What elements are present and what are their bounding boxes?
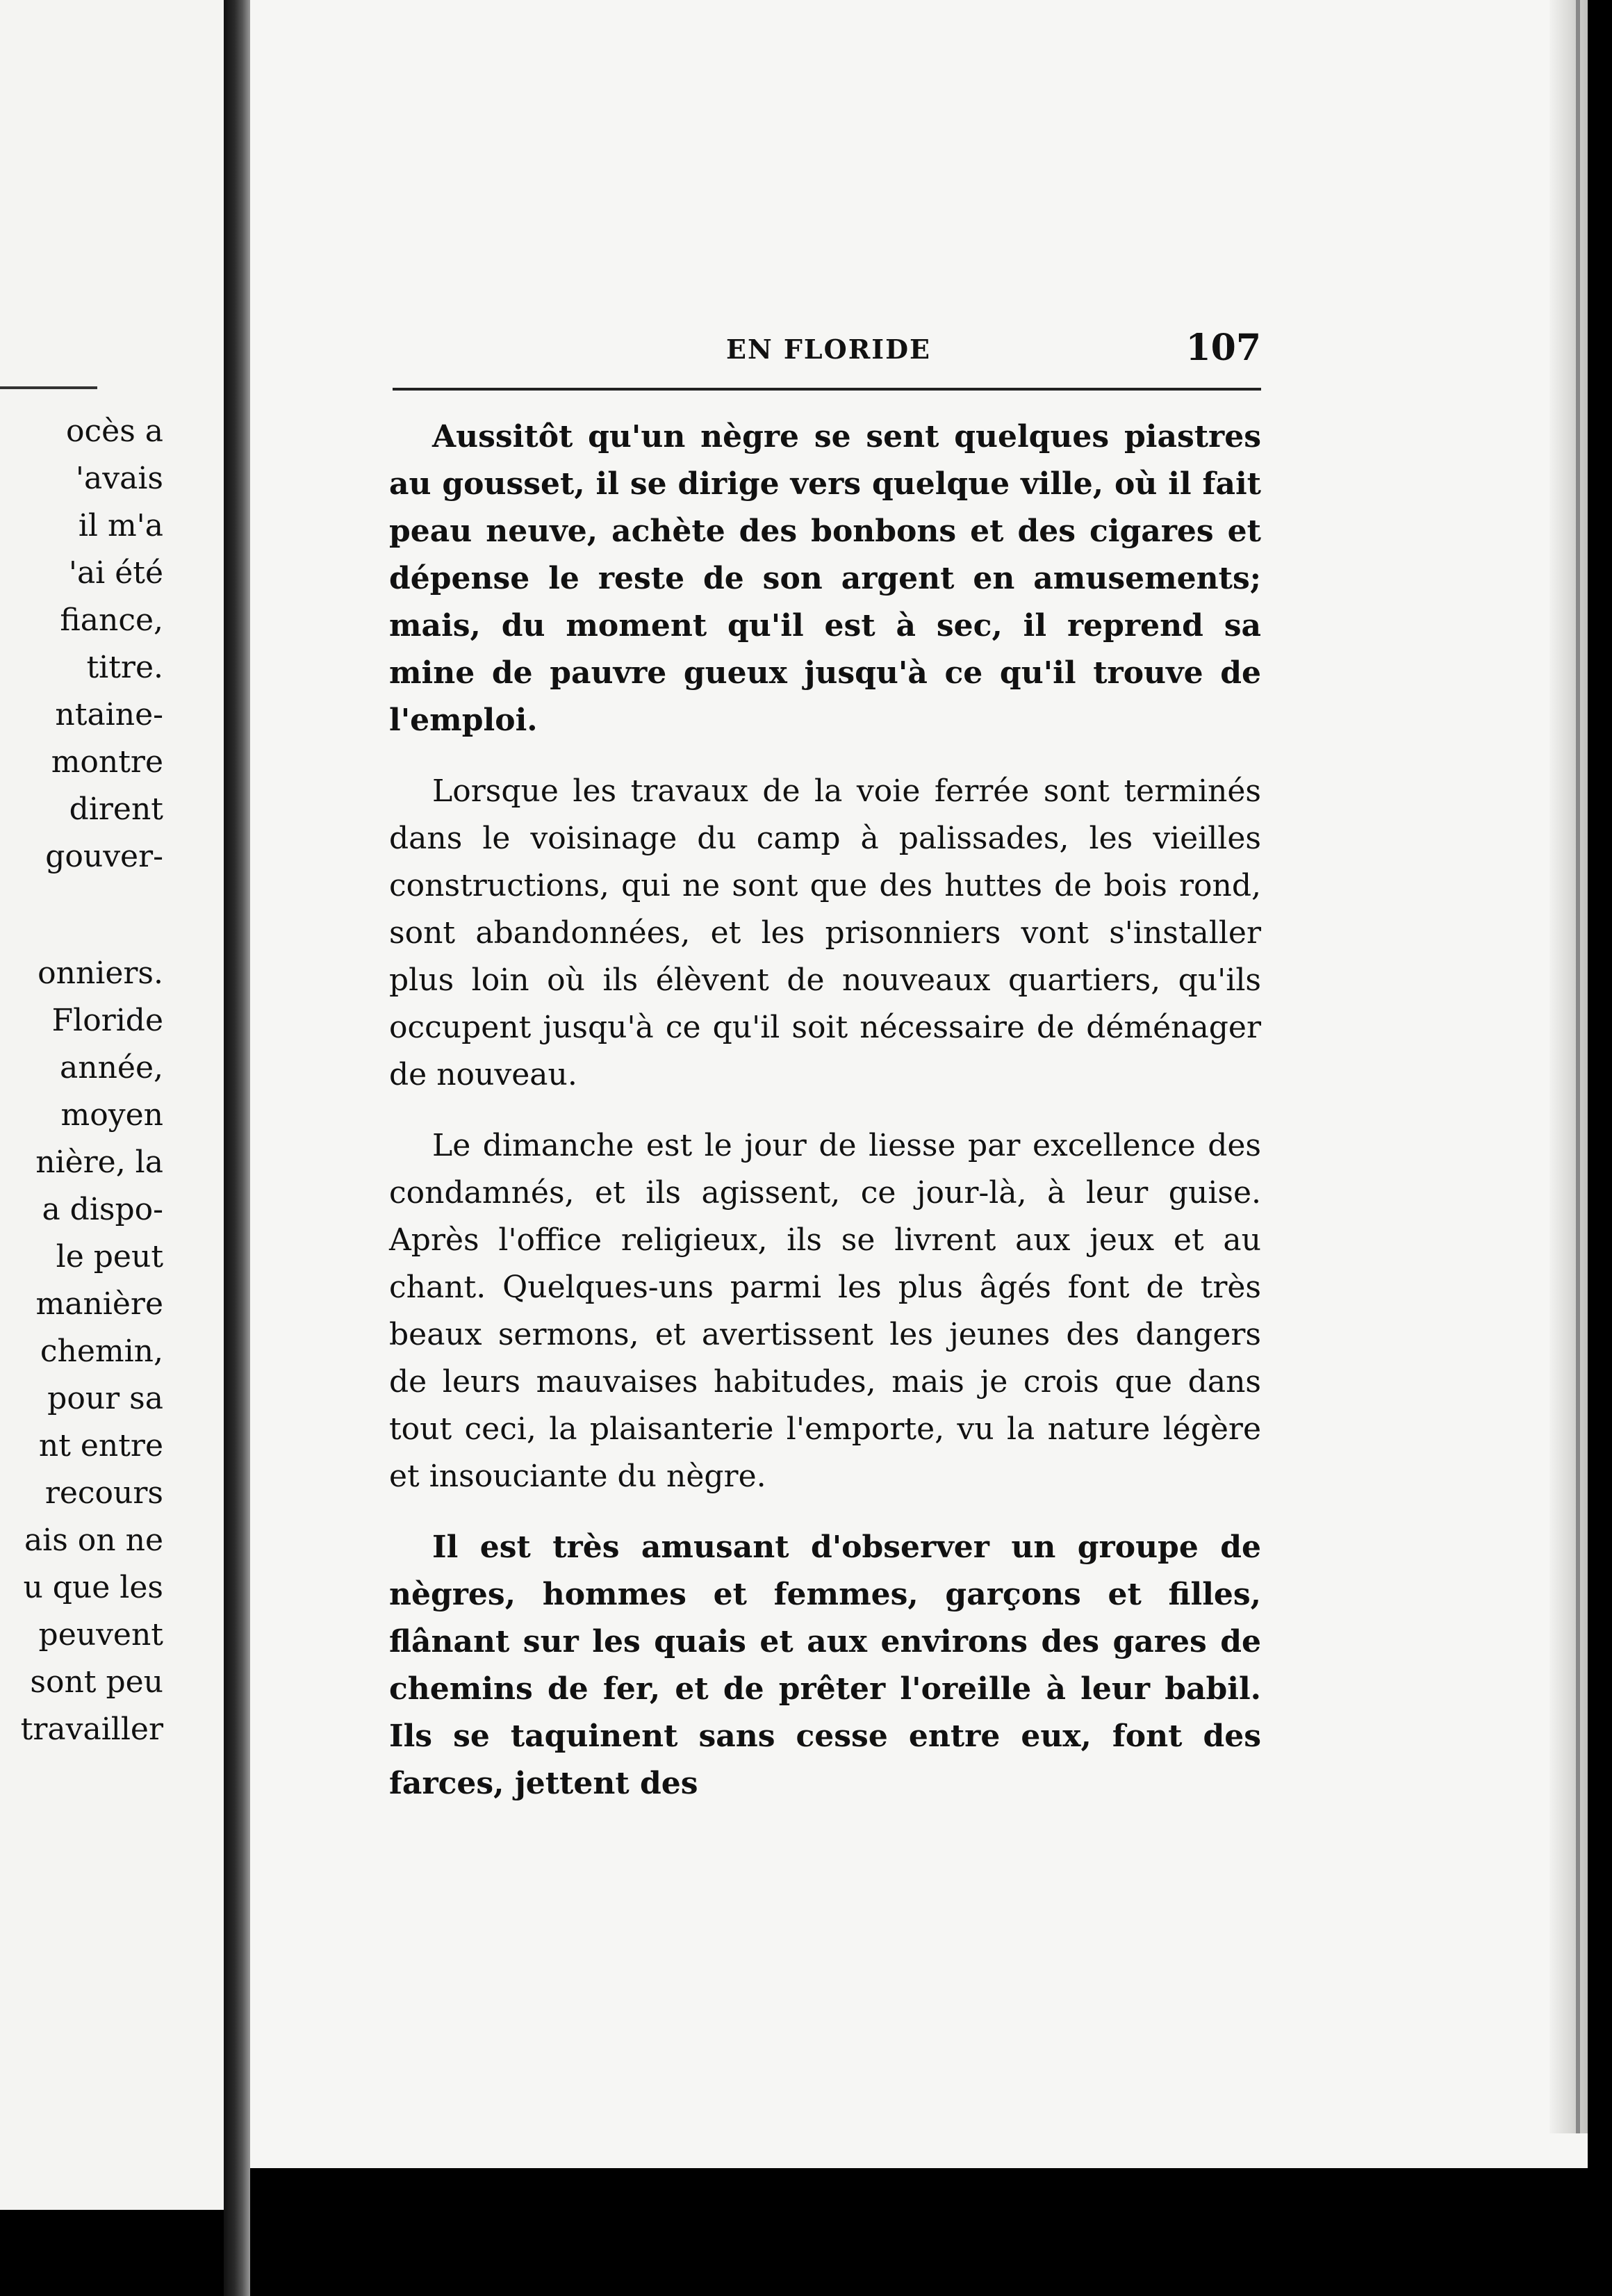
facing-line: nt entre [38, 1428, 163, 1463]
facing-line: sont peu [30, 1664, 163, 1700]
running-head [393, 327, 1261, 375]
paragraph: Lorsque les travaux de la voie ferrée sont terminés dans le voisinage du camp à palissades, les vieilles constructions, qui ne sont que des huttes de bois rond, sont abandonnées, et les prisonniers vont s'installer plus loin où ils élèvent de nouveaux quartiers, qu'ils occupent jusqu'à ce qu'il soit nécessaire de déménager de nouveau. [389, 773, 1261, 1092]
page-edge-line [1576, 0, 1580, 2133]
facing-page [0, 0, 229, 2210]
running-title: EN FLORIDE [726, 334, 931, 365]
facing-line: gouver- [45, 839, 163, 874]
facing-line: titre. [86, 650, 163, 685]
facing-line: manière [35, 1286, 163, 1322]
facing-line: chemin, [40, 1334, 163, 1369]
page-edge [1549, 0, 1588, 2133]
facing-line: ntaine- [55, 697, 163, 732]
paragraph: Aussitôt qu'un nègre se sent quelques piastres au gousset, il se dirige vers quelque ville, où il fait peau neuve, achète des bonbons et des cigares et dépense le reste de son argent en amusements; mais, du moment qu'il est à sec, il reprend sa mine de pauvre gueux jusqu'à ce qu'il trouve de l'emploi. [389, 419, 1261, 738]
facing-line: peuvent [38, 1617, 163, 1653]
paragraph: Le dimanche est le jour de liesse par excellence des condamnés, et ils agissent, ce jour-là, à leur guise. Après l'office religieux, ils se livrent aux jeux et au chant. Quelques-uns parmi les plus âgés font de très beaux sermons, et avertissent les jeunes des dangers de leurs mauvaises habitudes, mais je crois que dans tout ceci, la plaisanterie l'emporte, vu la nature légère et insouciante du nègre. [389, 1128, 1261, 1494]
facing-line: nière, la [35, 1145, 163, 1180]
facing-line: le peut [56, 1239, 163, 1274]
paragraph: Il est très amusant d'observer un groupe de nègres, hommes et femmes, garçons et filles, flânant sur les quais et aux environs des gares de chemins de fer, et de prêter l'oreille à leur babil. Ils se taquinent sans cesse entre eux, font des farces, jettent des [389, 1530, 1261, 1801]
facing-line: onniers. [38, 956, 163, 991]
facing-line: année, [60, 1050, 163, 1085]
header-rule [393, 388, 1261, 391]
facing-line: ais on ne [24, 1523, 163, 1558]
facing-line: montre [51, 744, 163, 780]
facing-line: pour sa [47, 1381, 163, 1416]
facing-line: 'ai été [68, 555, 163, 591]
facing-line: recours [44, 1475, 163, 1511]
facing-line: ocès a [66, 413, 163, 449]
facing-line: dirent [69, 792, 163, 827]
facing-line: u que les [23, 1570, 163, 1605]
facing-line: 'avais [75, 461, 163, 496]
facing-page-rule [0, 386, 97, 389]
book-gutter [224, 0, 250, 2296]
facing-line: moyen [60, 1097, 163, 1133]
facing-line: il m'a [78, 508, 163, 543]
facing-line: travailler [20, 1712, 163, 1747]
facing-line: fiance, [60, 602, 163, 638]
body-text [389, 413, 1261, 1831]
facing-line: a dispo- [42, 1192, 163, 1227]
page-number: 107 [1185, 327, 1261, 369]
facing-line: Floride [51, 1003, 163, 1038]
